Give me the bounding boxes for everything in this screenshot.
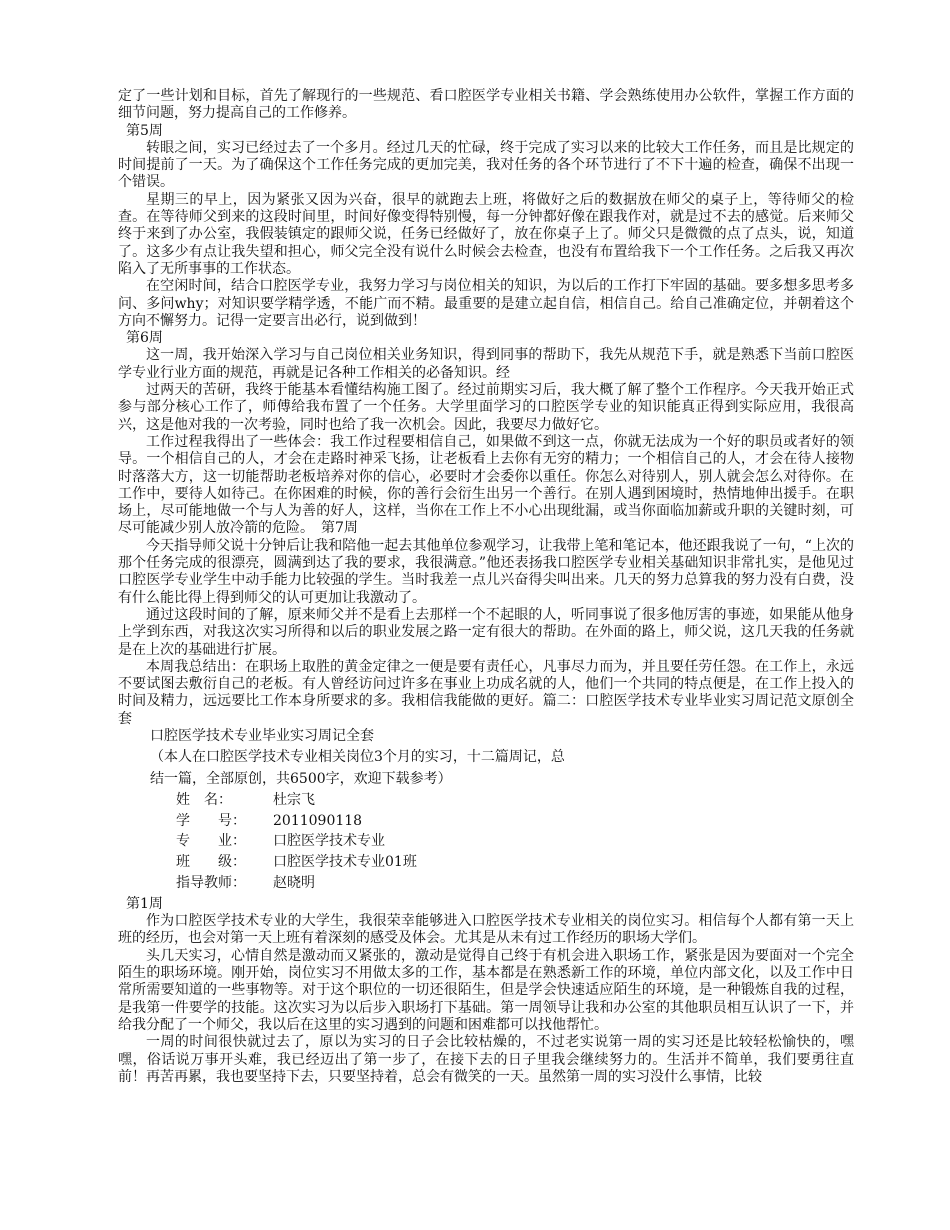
name-label: 姓 名：	[176, 791, 232, 808]
name-value: 杜宗飞	[273, 791, 315, 808]
document-note-line-1: （本人在口腔医学技术专业相关岗位3个月的实习，十二篇周记，总	[150, 749, 565, 766]
paragraph-week7-summary: 本周我总结出：在职场上取胜的黄金定律之一便是要有责任心，凡事尽力而为，并且要任劳任怨。在工作上，永远不要试图去敷衍自己的老板。有人曾经访问过许多在事业上功成名就的人，他们一个共同的特点便是，在工作上投入的时间及精力，远远要比工作本身所要求的多。我相信我能做的更好。篇二：口腔医学技术专业毕业实习周记范文原创全套	[118, 658, 854, 727]
paragraph-week5-1: 转眼之间，实习已经过去了一个多月。经过几天的忙碌，终于完成了实习以来的比较大工作任务，而且是比规定的时间提前了一天。为了确保这个工作任务完成的更加完美，我对任务的各个环节进行了不下十遍的检查，确保不出现一个错误。	[118, 139, 854, 191]
paragraph-week7-1: 今天指导师父说十分钟后让我和陪他一起去其他单位参观学习，让我带上笔和笔记本，他还跟我说了一句，“上次的那个任务完成的很漂亮，圆满到达了我的要求，我很满意。”他还表扬我口腔医学专业相关基础知识非常扎实，是他见过口腔医学专业学生中动手能力比较强的学生。当时我差一点儿兴奋得尖叫出来。几天的努力总算我的努力没有白费，没有什么能比得上得到师父的认可更加让我激动了。	[118, 537, 854, 606]
paragraph-week1-2: 头几天实习，心情自然是激动而又紧张的，激动是觉得自己终于有机会进入职场工作，紧张是因为要面对一个完全陌生的职场环境。刚开始，岗位实习不用做太多的工作，基本都是在熟悉新工作的环境，单位内部文化，以及工作中日常所需要知道的一些事物等。对于这个职位的一切还很陌生，但是学会快速适应陌生的环境，是一种锻炼自我的过程，是我第一件要学的技能。这次实习为以后步入职场打下基础。第一周领导让我和办公室的其他职员相互认识了一下，并给我分配了一个师父，我以后在这里的实习遇到的问题和困难都可以找他帮忙。	[118, 947, 854, 1033]
paragraph-week1-1: 作为口腔医学技术专业的大学生，我很荣幸能够进入口腔医学技术专业相关的岗位实习。相信每个人都有第一天上班的经历，也会对第一天上班有着深刻的感受及体会。尤其是从未有过工作经历的职场大学们。	[118, 913, 854, 947]
advisor-label: 指导教师：	[176, 875, 246, 892]
major-value: 口腔医学技术专业	[273, 833, 385, 850]
info-row-advisor	[118, 875, 854, 892]
student-info-block	[118, 792, 854, 892]
paragraph-week5-2: 星期三的早上，因为紧张又因为兴奋，很早的就跑去上班，将做好之后的数据放在师父的桌子上，等待师父的检查。在等待师父到来的这段时间里，时间好像变得特别慢，每一分钟都好像在跟我作对，就是过不去的感觉。后来师父终于来到了办公室，我假装镇定的跟师父说，任务已经做好了，放在你桌子上了。师父只是微微的点了点头，说，知道了。这多少有点让我失望和担心，师父完全没有说什么时候会去检查，也没有布置给我下一个工作任务。之后我又再次陷入了无所事事的工作状态。	[118, 191, 854, 277]
student-id-label: 学 号：	[176, 812, 246, 829]
student-id-value: 2011090118	[273, 812, 363, 829]
major-label: 专 业：	[176, 833, 246, 850]
info-row-class	[118, 854, 854, 871]
paragraph-week6-3: 工作过程我得出了一些体会：我工作过程要相信自己，如果做不到这一点，你就无法成为一个好的职员或者好的领导。一个相信自己的人，才会在走路时神采飞扬，让老板看上去你有无穷的精力；一个相信自己的人，才会在待人接物时落落大方，这一切能帮助老板培养对你的信心，必要时才会委你以重任。你怎么对待别人，别人就会怎么对待你。在工作中，要待人如待己。在你困难的时候，你的善行会衍生出另一个善行。在别人遇到困境时，热情地伸出援手。在职场上，尽可能地做一个与人为善的好人，这样，当你在工作上不小心出现纰漏，或当你面临加薪或升职的关键时刻，可尽可能减少别人放冷箭的危险。 第7周	[118, 433, 854, 537]
heading-week-6: 第6周	[126, 330, 163, 347]
advisor-value: 赵晓明	[273, 875, 315, 892]
info-row-major	[118, 833, 854, 850]
document-note-line-2: 结一篇，全部原创，共6500字，欢迎下载参考）	[150, 770, 452, 787]
heading-week-5: 第5周	[126, 122, 163, 139]
info-row-name	[118, 792, 854, 809]
document-subtitle: 口腔医学技术专业毕业实习周记全套	[150, 727, 374, 744]
class-value: 口腔医学技术专业01班	[273, 854, 417, 871]
paragraph-week6-1: 这一周，我开始深入学习与自己岗位相关业务知识，得到同事的帮助下，我先从规范下手，就是熟悉下当前口腔医学专业行业方面的规范，再就是记各种工作相关的必备知识。经	[118, 347, 854, 381]
info-row-id	[118, 813, 854, 830]
paragraph-week1-3: 一周的时间很快就过去了，原以为实习的日子会比较枯燥的，不过老实说第一周的实习还是比较轻松愉快的，嘿嘿，俗话说万事开头难，我已经迈出了第一步了，在接下去的日子里我会继续努力的。生活并不简单，我们要勇往直前！再苦再累，我也要坚持下去，只要坚持着，总会有微笑的一天。虽然第一周的实习没什么事情，比较	[118, 1034, 854, 1085]
paragraph-week6-2: 过两天的苦研，我终于能基本看懂结构施工图了。经过前期实习后，我大概了解了整个工作程序。今天我开始正式参与部分核心工作了，师傅给我布置了一个任务。大学里面学习的口腔医学专业的知识能真正得到实际应用，我很高兴，这是他对我的一次考验，同时也给了我一次机会。因此，我要尽力做好它。	[118, 382, 854, 433]
class-label: 班 级：	[176, 854, 246, 871]
paragraph-week7-2: 通过这段时间的了解，原来师父并不是看上去那样一个不起眼的人，听同事说了很多他厉害的事迹，如果能从他身上学到东西，对我这次实习所得和以后的职业发展之路一定有很大的帮助。在外面的路上，师父说，这几天我的任务就是在上次的基础进行扩展。	[118, 606, 854, 658]
paragraph-week5-3: 在空闲时间，结合口腔医学专业，我努力学习与岗位相关的知识，为以后的工作打下牢固的基础。要多想多思考多问、多问why；对知识要学精学透，不能广而不精。最重要的是建立起自信，相信自己。给自己准确定位，并朝着这个方向不懈努力。记得一定要言出必行，说到做到！	[118, 278, 854, 329]
paragraph-intro-continued: 定了一些计划和目标，首先了解现行的一些规范、看口腔医学专业相关书籍、学会熟练使用办公软件，掌握工作方面的细节问题，努力提高自己的工作修养。	[118, 88, 854, 122]
heading-week-1: 第1周	[126, 895, 163, 912]
